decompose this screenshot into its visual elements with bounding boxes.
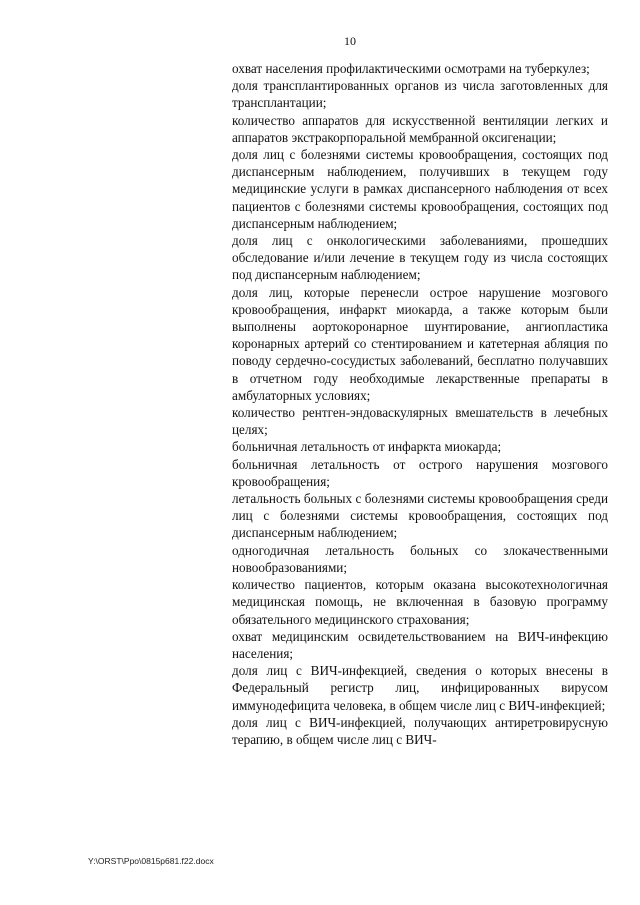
paragraph-circulatory-dispensary: доля лиц с болезнями системы кровообращения, состоящих под диспансерным наблюдением, получивших в текущем году медицинские услуги в рамках диспансерного наблюдения от всех пациентов с болезнями системы кровообращения, состоящих под диспансерным наблюдением;: [232, 147, 608, 231]
paragraph-ventilators: количество аппаратов для искусственной вентиляции легких и аппаратов экстракорпоральной мембранной оксигенации;: [232, 112, 608, 145]
paragraph-hiv-therapy: доля лиц с ВИЧ-инфекцией, получающих антиретровирусную терапию, в общем числе лиц с ВИЧ-: [232, 714, 608, 747]
paragraph-transplant-share: доля трансплантированных органов из числа заготовленных для трансплантации;: [232, 78, 608, 111]
paragraph-stroke-mortality: больничная летальность от острого нарушения мозгового кровообращения;: [232, 456, 608, 489]
paragraph-high-tech-care: количество пациентов, которым оказана высокотехнологичная медицинская помощь, не включенная в базовую программу обязательного медицинского страхования;: [232, 577, 608, 627]
file-path-footer: Y:\ORST\Ppo\0815p681.f22.docx: [88, 856, 214, 866]
paragraph-mi-mortality: больничная летальность от инфаркта миокарда;: [232, 439, 502, 455]
paragraph-endovascular: количество рентген-эндоваскулярных вмешательств в лечебных целях;: [232, 405, 608, 438]
paragraph-hiv-screening: охват медицинским освидетельствованием на ВИЧ-инфекцию населения;: [232, 628, 608, 661]
paragraph-circulatory-mortality: летальность больных с болезнями системы кровообращения среди лиц с болезнями системы кровообращения, состоящих под диспансерным наблюдением;: [232, 491, 608, 541]
paragraph-oncology-dispensary: доля лиц с онкологическими заболеваниями, прошедших обследование и/или лечение в текущем году из числа состоящих под диспансерным наблюдением;: [232, 233, 608, 283]
paragraph-cardio-medication: доля лиц, которые перенесли острое нарушение мозгового кровообращения, инфаркт миокарда, а также которым были выполнены аортокоронарное шунтирование, ангиопластика коронарных артерий со стентированием и катетерная абляция по поводу сердечно-сосудистых заболеваний, бесплатно получавших в отчетном году необходимые лекарственные препараты в амбулаторных условиях;: [232, 284, 608, 403]
paragraph-tb-screening: охват населения профилактическими осмотрами на туберкулез;: [232, 61, 590, 76]
document-body: [232, 60, 608, 748]
page-number: 10: [344, 34, 356, 48]
paragraph-cancer-mortality: одногодичная летальность больных со злокачественными новообразованиями;: [232, 542, 608, 575]
paragraph-hiv-registry: доля лиц с ВИЧ-инфекцией, сведения о которых внесены в Федеральный регистр лиц, инфицированных вирусом иммунодефицита человека, в общем числе лиц с ВИЧ-инфекцией;: [232, 663, 608, 713]
